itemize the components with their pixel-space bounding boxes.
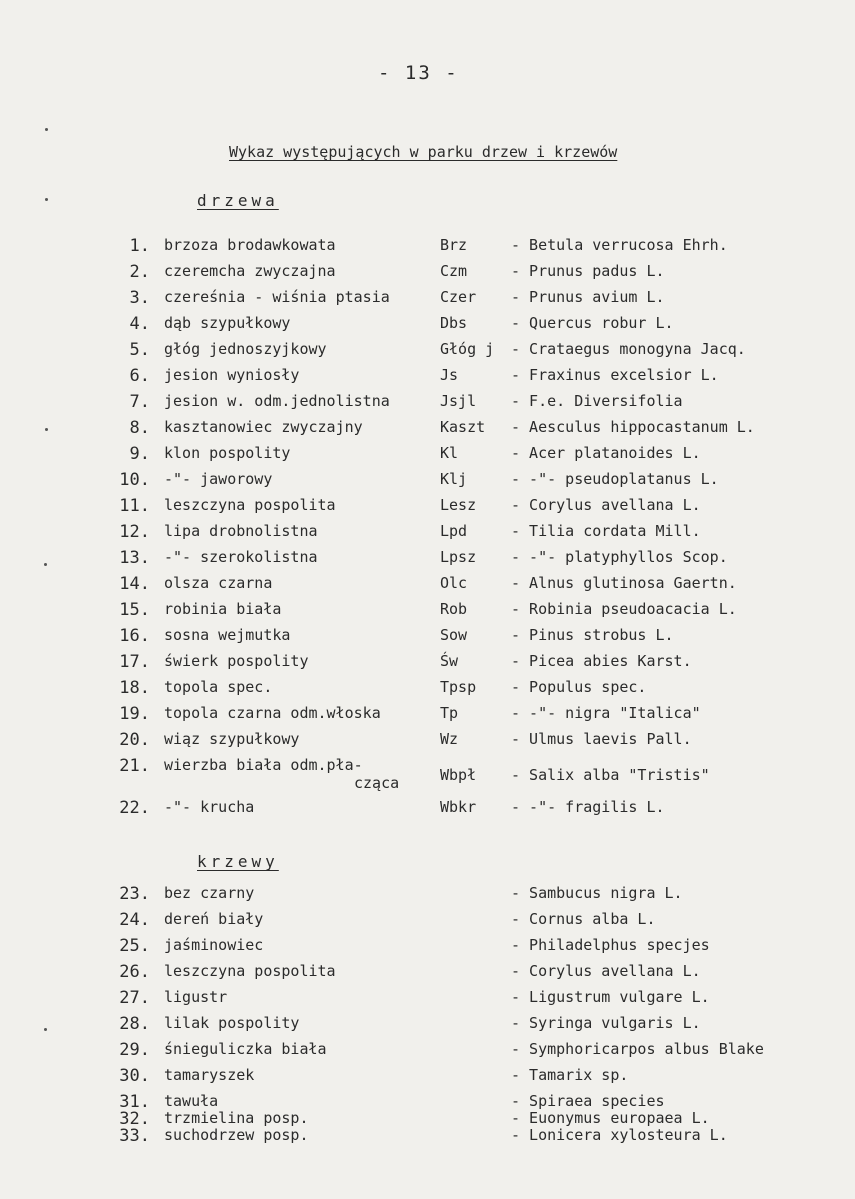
abbreviation: Sow	[440, 626, 468, 644]
tree-row	[0, 798, 855, 820]
item-number: 6.	[129, 366, 150, 386]
polish-name: dąb szypułkowy	[164, 314, 291, 332]
item-number: 13.	[119, 548, 150, 568]
latin-name: - -"- pseudoplatanus L.	[511, 470, 719, 488]
polish-name: ligustr	[164, 988, 228, 1006]
item-number: 28.	[119, 1014, 150, 1034]
polish-name: olsza czarna	[164, 574, 273, 592]
item-number: 18.	[119, 678, 150, 698]
abbreviation: Kl	[440, 444, 459, 462]
page-number: - 13 -	[378, 62, 459, 84]
tree-row	[0, 548, 855, 570]
scan-speck	[45, 128, 48, 131]
item-number: 9.	[129, 444, 150, 464]
item-number: 26.	[119, 962, 150, 982]
polish-name: robinia biała	[164, 600, 282, 618]
item-number: 8.	[129, 418, 150, 438]
polish-name-continued: cząca	[354, 774, 400, 792]
polish-name: lipa drobnolistna	[164, 522, 318, 540]
abbreviation: Czer	[440, 288, 477, 306]
polish-name: głóg jednoszyjkowy	[164, 340, 327, 358]
latin-name: - Corylus avellana L.	[511, 496, 701, 514]
abbreviation: Św	[440, 652, 459, 670]
tree-row	[0, 574, 855, 596]
polish-name: bez czarny	[164, 884, 255, 902]
latin-name: - Syringa vulgaris L.	[511, 1014, 701, 1032]
shrub-row	[0, 1066, 855, 1088]
item-number: 25.	[119, 936, 150, 956]
latin-name: - Spiraea species	[511, 1092, 665, 1110]
shrub-row	[0, 936, 855, 958]
latin-name: - Sambucus nigra L.	[511, 884, 683, 902]
tree-row	[0, 756, 855, 792]
tree-row	[0, 678, 855, 700]
scan-speck	[44, 563, 47, 566]
abbreviation: Jsjl	[440, 392, 477, 410]
latin-name: - -"- nigra "Italica"	[511, 704, 701, 722]
polish-name: topola czarna odm.włoska	[164, 704, 381, 722]
item-number: 20.	[119, 730, 150, 750]
item-number: 10.	[119, 470, 150, 490]
polish-name: suchodrzew posp.	[164, 1126, 309, 1144]
latin-name: - Lonicera xylosteura L.	[511, 1126, 728, 1144]
scan-speck	[44, 1028, 47, 1031]
polish-name: brzoza brodawkowata	[164, 236, 336, 254]
item-number: 32.	[119, 1109, 150, 1129]
item-number: 17.	[119, 652, 150, 672]
shrub-row	[0, 988, 855, 1010]
abbreviation: Wbkr	[440, 798, 477, 816]
tree-row	[0, 288, 855, 310]
latin-name: - Prunus padus L.	[511, 262, 665, 280]
latin-name: - Prunus avium L.	[511, 288, 665, 306]
scan-speck	[45, 428, 48, 431]
abbreviation: Kaszt	[440, 418, 486, 436]
abbreviation: Lpsz	[440, 548, 477, 566]
polish-name: czeremcha zwyczajna	[164, 262, 336, 280]
latin-name: - Populus spec.	[511, 678, 647, 696]
shrub-row	[0, 1014, 855, 1036]
latin-name: - Betula verrucosa Ehrh.	[511, 236, 728, 254]
tree-row	[0, 262, 855, 284]
abbreviation: Lesz	[440, 496, 477, 514]
shrubs-heading: krzewy	[197, 852, 279, 871]
item-number: 22.	[119, 798, 150, 818]
polish-name: -"- jaworowy	[164, 470, 273, 488]
item-number: 5.	[129, 340, 150, 360]
shrub-row	[0, 1126, 855, 1148]
polish-name: świerk pospolity	[164, 652, 309, 670]
tree-row	[0, 470, 855, 492]
tree-row	[0, 522, 855, 544]
latin-name: - Ligustrum vulgare L.	[511, 988, 710, 1006]
polish-name: leszczyna pospolita	[164, 962, 336, 980]
polish-name: dereń biały	[164, 910, 264, 928]
tree-row	[0, 366, 855, 388]
shrub-row	[0, 1040, 855, 1062]
latin-name: - Quercus robur L.	[511, 314, 674, 332]
abbreviation: Głóg j	[440, 340, 495, 358]
polish-name: -"- krucha	[164, 798, 255, 816]
latin-name: - Crataegus monogyna Jacq.	[511, 340, 746, 358]
abbreviation: Rob	[440, 600, 468, 618]
latin-name: - Picea abies Karst.	[511, 652, 692, 670]
polish-name: sosna wejmutka	[164, 626, 291, 644]
item-number: 24.	[119, 910, 150, 930]
polish-name: leszczyna pospolita	[164, 496, 336, 514]
item-number: 14.	[119, 574, 150, 594]
abbreviation: Klj	[440, 470, 468, 488]
tree-row	[0, 340, 855, 362]
polish-name: czereśnia - wiśnia ptasia	[164, 288, 390, 306]
polish-name: śnieguliczka biała	[164, 1040, 327, 1058]
abbreviation: Olc	[440, 574, 468, 592]
item-number: 19.	[119, 704, 150, 724]
shrub-row	[0, 910, 855, 932]
polish-name: jaśminowiec	[164, 936, 264, 954]
abbreviation: Brz	[440, 236, 468, 254]
latin-name: - Salix alba "Tristis"	[511, 766, 710, 784]
latin-name: - Symphoricarpos albus Blake	[511, 1040, 764, 1058]
polish-name: jesion wyniosły	[164, 366, 300, 384]
list-title: Wykaz występujących w parku drzew i krzewów	[229, 143, 618, 161]
item-number: 23.	[119, 884, 150, 904]
abbreviation: Dbs	[440, 314, 468, 332]
latin-name: - Alnus glutinosa Gaertn.	[511, 574, 737, 592]
tree-row	[0, 730, 855, 752]
polish-name: trzmielina posp.	[164, 1109, 309, 1127]
latin-name: - Aesculus hippocastanum L.	[511, 418, 755, 436]
tree-row	[0, 600, 855, 622]
item-number: 15.	[119, 600, 150, 620]
polish-name: lilak pospolity	[164, 1014, 300, 1032]
polish-name: topola spec.	[164, 678, 273, 696]
item-number: 29.	[119, 1040, 150, 1060]
item-number: 11.	[119, 496, 150, 516]
tree-row	[0, 652, 855, 674]
polish-name: -"- szerokolistna	[164, 548, 318, 566]
latin-name: - Cornus alba L.	[511, 910, 656, 928]
latin-name: - Corylus avellana L.	[511, 962, 701, 980]
item-number: 2.	[129, 262, 150, 282]
shrub-row	[0, 884, 855, 906]
abbreviation: Tp	[440, 704, 459, 722]
item-number: 30.	[119, 1066, 150, 1086]
latin-name: - Tilia cordata Mill.	[511, 522, 701, 540]
item-number: 31.	[119, 1092, 150, 1112]
abbreviation: Js	[440, 366, 459, 384]
item-number: 16.	[119, 626, 150, 646]
tree-row	[0, 444, 855, 466]
tree-row	[0, 704, 855, 726]
item-number: 3.	[129, 288, 150, 308]
latin-name: - -"- platyphyllos Scop.	[511, 548, 728, 566]
tree-row	[0, 236, 855, 258]
polish-name: jesion w. odm.jednolistna	[164, 392, 390, 410]
abbreviation: Lpd	[440, 522, 468, 540]
item-number: 7.	[129, 392, 150, 412]
tree-row	[0, 496, 855, 518]
abbreviation: Wbpł	[440, 766, 477, 784]
shrub-row	[0, 962, 855, 984]
abbreviation: Wz	[440, 730, 459, 748]
item-number: 21.	[119, 756, 150, 776]
tree-row	[0, 314, 855, 336]
item-number: 27.	[119, 988, 150, 1008]
latin-name: - F.e. Diversifolia	[511, 392, 683, 410]
tree-row	[0, 626, 855, 648]
latin-name: - Ulmus laevis Pall.	[511, 730, 692, 748]
item-number: 1.	[129, 236, 150, 256]
polish-name: wierzba biała odm.pła-	[164, 756, 363, 774]
latin-name: - Pinus strobus L.	[511, 626, 674, 644]
tree-row	[0, 418, 855, 440]
polish-name: tamaryszek	[164, 1066, 255, 1084]
polish-name: klon pospolity	[164, 444, 291, 462]
tree-row	[0, 392, 855, 414]
latin-name: - Robinia pseudoacacia L.	[511, 600, 737, 618]
polish-name: tawuła	[164, 1092, 219, 1110]
polish-name: kasztanowiec zwyczajny	[164, 418, 363, 436]
item-number: 33.	[119, 1126, 150, 1146]
polish-name: wiąz szypułkowy	[164, 730, 300, 748]
trees-heading: drzewa	[197, 191, 279, 210]
latin-name: - Fraxinus excelsior L.	[511, 366, 719, 384]
item-number: 12.	[119, 522, 150, 542]
abbreviation: Tpsp	[440, 678, 477, 696]
latin-name: - Tamarix sp.	[511, 1066, 629, 1084]
latin-name: - -"- fragilis L.	[511, 798, 665, 816]
latin-name: - Acer platanoides L.	[511, 444, 701, 462]
latin-name: - Philadelphus specjes	[511, 936, 710, 954]
item-number: 4.	[129, 314, 150, 334]
scan-speck	[45, 198, 48, 201]
abbreviation: Czm	[440, 262, 468, 280]
latin-name: - Euonymus europaea L.	[511, 1109, 710, 1127]
